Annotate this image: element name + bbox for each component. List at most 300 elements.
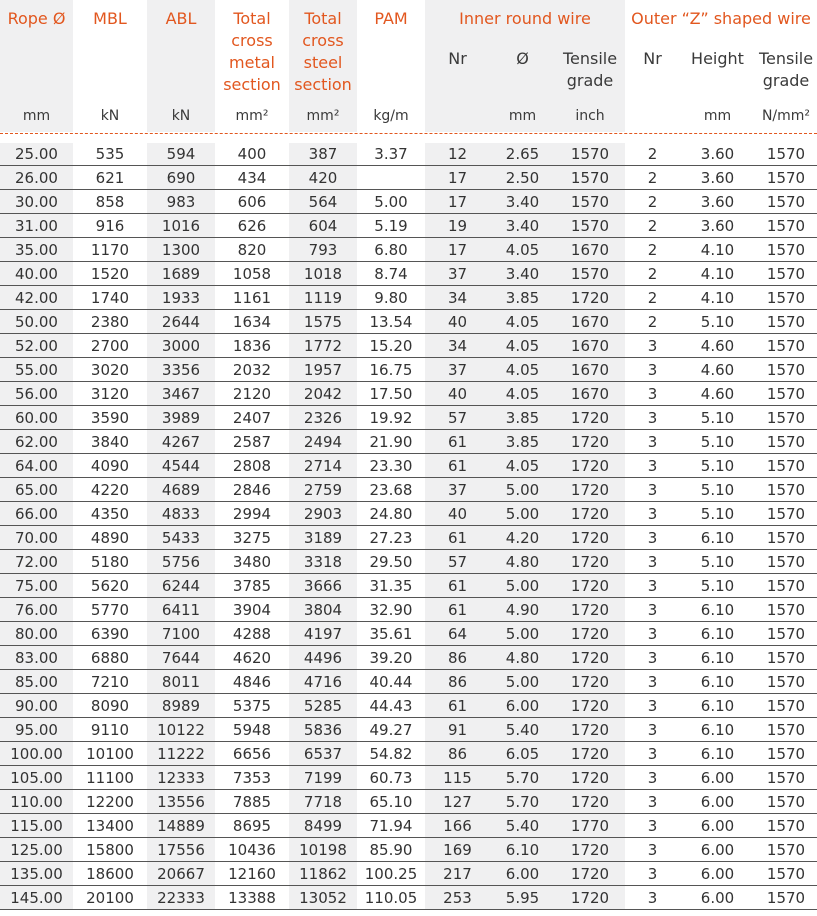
cell-pam: 21.90 (357, 430, 425, 454)
cell-total-steel-section: 2903 (289, 502, 357, 526)
cell-mbl: 3840 (73, 430, 147, 454)
cell-total-steel-section: 1018 (289, 262, 357, 286)
cell-outer-height: 5.10 (680, 310, 755, 334)
cell-pam: 49.27 (357, 718, 425, 742)
cell-outer-nr: 3 (625, 334, 680, 358)
cell-outer-tensile: 1570 (755, 742, 817, 766)
cell-outer-tensile: 1570 (755, 358, 817, 382)
cell-outer-nr: 3 (625, 742, 680, 766)
cell-mbl: 6880 (73, 646, 147, 670)
cell-outer-nr: 3 (625, 430, 680, 454)
cell-outer-nr: 3 (625, 502, 680, 526)
cell-mbl: 4090 (73, 454, 147, 478)
cell-inner-nr: 40 (425, 310, 490, 334)
cell-outer-tensile: 1570 (755, 670, 817, 694)
cell-abl: 7100 (147, 622, 215, 646)
cell-inner-tensile: 1720 (555, 502, 625, 526)
cell-mbl: 858 (73, 190, 147, 214)
cell-rope-diameter: 80.00 (0, 622, 73, 646)
cell-inner-tensile: 1670 (555, 334, 625, 358)
table-row (0, 143, 817, 166)
table-row (0, 670, 817, 694)
header-inner-round-wire: Inner round wire (459, 9, 591, 28)
cell-total-steel-section: 11862 (289, 862, 357, 886)
cell-outer-tensile: 1570 (755, 310, 817, 334)
cell-inner-tensile: 1670 (555, 358, 625, 382)
cell-abl: 7644 (147, 646, 215, 670)
cell-inner-tensile: 1720 (555, 574, 625, 598)
cell-inner-diameter: 6.00 (490, 694, 555, 718)
cell-outer-tensile: 1570 (755, 622, 817, 646)
cell-inner-nr: 61 (425, 454, 490, 478)
cell-inner-tensile: 1720 (555, 838, 625, 862)
cell-rope-diameter: 66.00 (0, 502, 73, 526)
cell-rope-diameter: 62.00 (0, 430, 73, 454)
cell-inner-diameter: 5.95 (490, 886, 555, 910)
cell-inner-nr: 217 (425, 862, 490, 886)
cell-pam: 60.73 (357, 766, 425, 790)
cell-pam: 44.43 (357, 694, 425, 718)
cell-inner-tensile: 1570 (555, 166, 625, 190)
cell-rope-diameter: 90.00 (0, 694, 73, 718)
header-mbl: MBL (93, 9, 127, 28)
cell-inner-tensile: 1720 (555, 646, 625, 670)
cell-outer-tensile: 1570 (755, 838, 817, 862)
cell-inner-nr: 86 (425, 742, 490, 766)
cell-total-metal-section: 4288 (215, 622, 289, 646)
cell-pam: 40.44 (357, 670, 425, 694)
cell-inner-nr: 166 (425, 814, 490, 838)
table-row (0, 838, 817, 862)
table-row (0, 598, 817, 622)
cell-mbl: 5770 (73, 598, 147, 622)
cell-inner-tensile: 1720 (555, 286, 625, 310)
table-row (0, 190, 817, 214)
header-inner-diameter: Ø (516, 49, 529, 68)
cell-outer-height: 3.60 (680, 143, 755, 166)
cell-total-metal-section: 2994 (215, 502, 289, 526)
cell-rope-diameter: 85.00 (0, 670, 73, 694)
table-row (0, 862, 817, 886)
cell-total-steel-section: 8499 (289, 814, 357, 838)
cell-total-metal-section: 3904 (215, 598, 289, 622)
cell-pam: 13.54 (357, 310, 425, 334)
cell-outer-tensile: 1570 (755, 430, 817, 454)
cell-rope-diameter: 65.00 (0, 478, 73, 502)
cell-rope-diameter: 60.00 (0, 406, 73, 430)
cell-inner-nr: 17 (425, 238, 490, 262)
table-row (0, 286, 817, 310)
cell-rope-diameter: 25.00 (0, 143, 73, 166)
cell-outer-height: 6.00 (680, 886, 755, 910)
table-row (0, 358, 817, 382)
cell-inner-diameter: 3.85 (490, 406, 555, 430)
cell-abl: 4267 (147, 430, 215, 454)
cell-pam: 6.80 (357, 238, 425, 262)
cell-outer-height: 6.10 (680, 598, 755, 622)
cell-outer-height: 5.10 (680, 574, 755, 598)
cell-outer-tensile: 1570 (755, 814, 817, 838)
cell-mbl: 8090 (73, 694, 147, 718)
cell-total-metal-section: 4620 (215, 646, 289, 670)
table-row (0, 814, 817, 838)
table-row (0, 430, 817, 454)
cell-inner-nr: 40 (425, 502, 490, 526)
cell-inner-tensile: 1720 (555, 790, 625, 814)
cell-outer-nr: 2 (625, 238, 680, 262)
cell-outer-height: 5.10 (680, 478, 755, 502)
cell-abl: 3989 (147, 406, 215, 430)
cell-total-steel-section: 793 (289, 238, 357, 262)
cell-pam: 32.90 (357, 598, 425, 622)
cell-inner-nr: 34 (425, 334, 490, 358)
cell-inner-diameter: 4.05 (490, 382, 555, 406)
cell-outer-nr: 3 (625, 646, 680, 670)
cell-inner-nr: 37 (425, 478, 490, 502)
header-outer-height: Height (691, 49, 744, 68)
cell-outer-nr: 3 (625, 694, 680, 718)
cell-inner-diameter: 4.05 (490, 454, 555, 478)
cell-total-steel-section: 1119 (289, 286, 357, 310)
cell-rope-diameter: 105.00 (0, 766, 73, 790)
cell-abl: 3467 (147, 382, 215, 406)
cell-total-steel-section: 2042 (289, 382, 357, 406)
cell-mbl: 5180 (73, 550, 147, 574)
cell-pam: 3.37 (357, 143, 425, 166)
cell-abl: 3000 (147, 334, 215, 358)
cell-outer-height: 6.10 (680, 718, 755, 742)
cell-total-metal-section: 13388 (215, 886, 289, 910)
cell-abl: 690 (147, 166, 215, 190)
cell-inner-nr: 115 (425, 766, 490, 790)
cell-total-metal-section: 8695 (215, 814, 289, 838)
cell-inner-nr: 34 (425, 286, 490, 310)
cell-pam: 15.20 (357, 334, 425, 358)
cell-abl: 594 (147, 143, 215, 166)
cell-mbl: 6390 (73, 622, 147, 646)
cell-inner-nr: 17 (425, 166, 490, 190)
table-row (0, 622, 817, 646)
unit-pam: kg/m (373, 108, 409, 124)
cell-total-steel-section: 6537 (289, 742, 357, 766)
table-row (0, 454, 817, 478)
cell-mbl: 4350 (73, 502, 147, 526)
cell-total-metal-section: 7885 (215, 790, 289, 814)
data-table (0, 143, 817, 910)
unit-rope: mm (22, 108, 51, 124)
table-row (0, 334, 817, 358)
cell-outer-height: 6.10 (680, 694, 755, 718)
cell-rope-diameter: 70.00 (0, 526, 73, 550)
cell-outer-nr: 3 (625, 718, 680, 742)
cell-pam: 9.80 (357, 286, 425, 310)
cell-abl: 13556 (147, 790, 215, 814)
cell-rope-diameter: 55.00 (0, 358, 73, 382)
cell-rope-diameter: 125.00 (0, 838, 73, 862)
cell-outer-height: 4.60 (680, 358, 755, 382)
cell-total-metal-section: 3275 (215, 526, 289, 550)
cell-total-metal-section: 10436 (215, 838, 289, 862)
cell-rope-diameter: 115.00 (0, 814, 73, 838)
cell-outer-height: 5.10 (680, 454, 755, 478)
cell-total-metal-section: 3785 (215, 574, 289, 598)
cell-rope-diameter: 52.00 (0, 334, 73, 358)
cell-total-metal-section: 626 (215, 214, 289, 238)
cell-outer-tensile: 1570 (755, 550, 817, 574)
cell-mbl: 20100 (73, 886, 147, 910)
cell-mbl: 18600 (73, 862, 147, 886)
cell-outer-height: 3.60 (680, 166, 755, 190)
cell-inner-diameter: 5.70 (490, 790, 555, 814)
cell-inner-nr: 61 (425, 526, 490, 550)
cell-total-metal-section: 6656 (215, 742, 289, 766)
cell-total-steel-section: 7199 (289, 766, 357, 790)
cell-outer-height: 4.60 (680, 334, 755, 358)
cell-mbl: 13400 (73, 814, 147, 838)
cell-inner-tensile: 1720 (555, 598, 625, 622)
cell-rope-diameter: 50.00 (0, 310, 73, 334)
cell-inner-nr: 86 (425, 646, 490, 670)
table-row (0, 886, 817, 910)
cell-inner-nr: 64 (425, 622, 490, 646)
cell-mbl: 1740 (73, 286, 147, 310)
cell-inner-nr: 40 (425, 382, 490, 406)
cell-pam: 16.75 (357, 358, 425, 382)
cell-outer-nr: 3 (625, 766, 680, 790)
unit-total-metal: mm² (235, 108, 269, 124)
cell-inner-diameter: 5.00 (490, 622, 555, 646)
cell-inner-nr: 19 (425, 214, 490, 238)
cell-pam: 8.74 (357, 262, 425, 286)
header-inner-tensile: Tensile grade (562, 49, 618, 90)
cell-outer-height: 6.10 (680, 622, 755, 646)
cell-inner-diameter: 5.00 (490, 478, 555, 502)
cell-abl: 20667 (147, 862, 215, 886)
cell-inner-tensile: 1720 (555, 694, 625, 718)
cell-inner-diameter: 4.80 (490, 550, 555, 574)
cell-inner-diameter: 5.40 (490, 814, 555, 838)
table-row (0, 406, 817, 430)
cell-total-steel-section: 1957 (289, 358, 357, 382)
cell-inner-nr: 91 (425, 718, 490, 742)
cell-outer-nr: 3 (625, 838, 680, 862)
cell-inner-diameter: 4.05 (490, 310, 555, 334)
cell-mbl: 10100 (73, 742, 147, 766)
cell-outer-height: 4.10 (680, 262, 755, 286)
cell-total-steel-section: 3666 (289, 574, 357, 598)
cell-outer-tensile: 1570 (755, 190, 817, 214)
cell-outer-nr: 3 (625, 382, 680, 406)
cell-outer-height: 5.10 (680, 406, 755, 430)
cell-mbl: 5620 (73, 574, 147, 598)
cell-inner-diameter: 6.05 (490, 742, 555, 766)
cell-outer-height: 4.60 (680, 382, 755, 406)
cell-total-metal-section: 1634 (215, 310, 289, 334)
cell-abl: 983 (147, 190, 215, 214)
cell-total-metal-section: 1836 (215, 334, 289, 358)
cell-mbl: 916 (73, 214, 147, 238)
header-inner-nr: Nr (448, 49, 467, 68)
cell-outer-tensile: 1570 (755, 646, 817, 670)
cell-total-steel-section: 387 (289, 143, 357, 166)
cell-outer-nr: 3 (625, 574, 680, 598)
cell-rope-diameter: 31.00 (0, 214, 73, 238)
cell-outer-height: 5.10 (680, 502, 755, 526)
cell-outer-tensile: 1570 (755, 166, 817, 190)
cell-inner-tensile: 1720 (555, 862, 625, 886)
cell-total-steel-section: 2494 (289, 430, 357, 454)
cell-mbl: 535 (73, 143, 147, 166)
cell-outer-height: 5.10 (680, 550, 755, 574)
cell-total-steel-section: 5285 (289, 694, 357, 718)
table-row (0, 550, 817, 574)
cell-pam: 85.90 (357, 838, 425, 862)
cell-rope-diameter: 100.00 (0, 742, 73, 766)
cell-abl: 11222 (147, 742, 215, 766)
cell-outer-tensile: 1570 (755, 766, 817, 790)
cell-abl: 6244 (147, 574, 215, 598)
cell-outer-height: 4.10 (680, 286, 755, 310)
cell-outer-nr: 3 (625, 622, 680, 646)
cell-total-metal-section: 2407 (215, 406, 289, 430)
cell-total-steel-section: 2759 (289, 478, 357, 502)
cell-pam: 110.05 (357, 886, 425, 910)
cell-rope-diameter: 75.00 (0, 574, 73, 598)
cell-outer-nr: 2 (625, 286, 680, 310)
cell-total-metal-section: 2808 (215, 454, 289, 478)
cell-inner-tensile: 1570 (555, 143, 625, 166)
cell-inner-diameter: 2.65 (490, 143, 555, 166)
cell-pam: 23.68 (357, 478, 425, 502)
unit-outer-tensile: N/mm² (761, 108, 811, 124)
cell-total-steel-section: 2714 (289, 454, 357, 478)
cell-inner-diameter: 3.40 (490, 214, 555, 238)
table-row (0, 262, 817, 286)
cell-outer-tensile: 1570 (755, 694, 817, 718)
cell-inner-nr: 253 (425, 886, 490, 910)
cell-total-metal-section: 2032 (215, 358, 289, 382)
cell-abl: 3356 (147, 358, 215, 382)
cell-outer-height: 6.00 (680, 838, 755, 862)
cell-total-steel-section: 420 (289, 166, 357, 190)
cell-inner-nr: 37 (425, 358, 490, 382)
cell-pam: 31.35 (357, 574, 425, 598)
cell-pam (357, 166, 425, 190)
cell-inner-diameter: 3.85 (490, 286, 555, 310)
table-row (0, 766, 817, 790)
cell-mbl: 2380 (73, 310, 147, 334)
cell-total-metal-section: 434 (215, 166, 289, 190)
cell-rope-diameter: 145.00 (0, 886, 73, 910)
cell-outer-tensile: 1570 (755, 598, 817, 622)
cell-outer-height: 3.60 (680, 214, 755, 238)
header-outer-tensile: Tensile grade (758, 49, 814, 90)
unit-total-steel: mm² (306, 108, 340, 124)
cell-rope-diameter: 64.00 (0, 454, 73, 478)
cell-inner-diameter: 6.00 (490, 862, 555, 886)
cell-total-metal-section: 820 (215, 238, 289, 262)
cell-mbl: 3590 (73, 406, 147, 430)
cell-outer-tensile: 1570 (755, 262, 817, 286)
cell-pam: 5.00 (357, 190, 425, 214)
cell-inner-tensile: 1720 (555, 670, 625, 694)
cell-total-metal-section: 2120 (215, 382, 289, 406)
cell-outer-height: 6.00 (680, 766, 755, 790)
header-outer-nr: Nr (643, 49, 662, 68)
cell-inner-nr: 37 (425, 262, 490, 286)
cell-outer-tensile: 1570 (755, 382, 817, 406)
cell-total-metal-section: 3480 (215, 550, 289, 574)
cell-inner-tensile: 1720 (555, 742, 625, 766)
cell-inner-nr: 127 (425, 790, 490, 814)
cell-outer-height: 6.10 (680, 646, 755, 670)
cell-total-metal-section: 5948 (215, 718, 289, 742)
cell-abl: 10122 (147, 718, 215, 742)
cell-inner-tensile: 1720 (555, 478, 625, 502)
cell-outer-tensile: 1570 (755, 574, 817, 598)
cell-abl: 8011 (147, 670, 215, 694)
table-header (0, 0, 817, 132)
cell-inner-tensile: 1720 (555, 766, 625, 790)
header-outer-z-wire: Outer “Z” shaped wire (631, 9, 811, 28)
cell-inner-diameter: 5.70 (490, 766, 555, 790)
cell-outer-tensile: 1570 (755, 526, 817, 550)
cell-mbl: 15800 (73, 838, 147, 862)
cell-inner-diameter: 5.00 (490, 574, 555, 598)
cell-abl: 4544 (147, 454, 215, 478)
cell-abl: 5433 (147, 526, 215, 550)
cell-pam: 54.82 (357, 742, 425, 766)
cell-mbl: 4220 (73, 478, 147, 502)
cell-inner-tensile: 1570 (555, 190, 625, 214)
cell-total-steel-section: 5836 (289, 718, 357, 742)
cell-inner-nr: 86 (425, 670, 490, 694)
cell-outer-tensile: 1570 (755, 718, 817, 742)
cell-inner-diameter: 4.05 (490, 334, 555, 358)
cell-abl: 1689 (147, 262, 215, 286)
cell-outer-tensile: 1570 (755, 886, 817, 910)
cell-outer-tensile: 1570 (755, 214, 817, 238)
cell-pam: 100.25 (357, 862, 425, 886)
cell-total-steel-section: 564 (289, 190, 357, 214)
cell-inner-tensile: 1570 (555, 262, 625, 286)
cell-outer-nr: 3 (625, 454, 680, 478)
cell-pam: 27.23 (357, 526, 425, 550)
cell-outer-nr: 2 (625, 262, 680, 286)
cell-total-steel-section: 2326 (289, 406, 357, 430)
cell-abl: 8989 (147, 694, 215, 718)
cell-total-metal-section: 5375 (215, 694, 289, 718)
cell-total-metal-section: 12160 (215, 862, 289, 886)
cell-rope-diameter: 76.00 (0, 598, 73, 622)
cell-outer-nr: 3 (625, 358, 680, 382)
cell-outer-height: 6.10 (680, 526, 755, 550)
table-row (0, 478, 817, 502)
cell-abl: 6411 (147, 598, 215, 622)
cell-inner-nr: 17 (425, 190, 490, 214)
cell-outer-nr: 3 (625, 790, 680, 814)
cell-mbl: 9110 (73, 718, 147, 742)
cell-mbl: 621 (73, 166, 147, 190)
cell-total-steel-section: 13052 (289, 886, 357, 910)
cell-abl: 17556 (147, 838, 215, 862)
cell-inner-nr: 61 (425, 598, 490, 622)
cell-inner-tensile: 1720 (555, 886, 625, 910)
cell-outer-tensile: 1570 (755, 286, 817, 310)
cell-mbl: 7210 (73, 670, 147, 694)
cell-total-steel-section: 3189 (289, 526, 357, 550)
cell-rope-diameter: 30.00 (0, 190, 73, 214)
